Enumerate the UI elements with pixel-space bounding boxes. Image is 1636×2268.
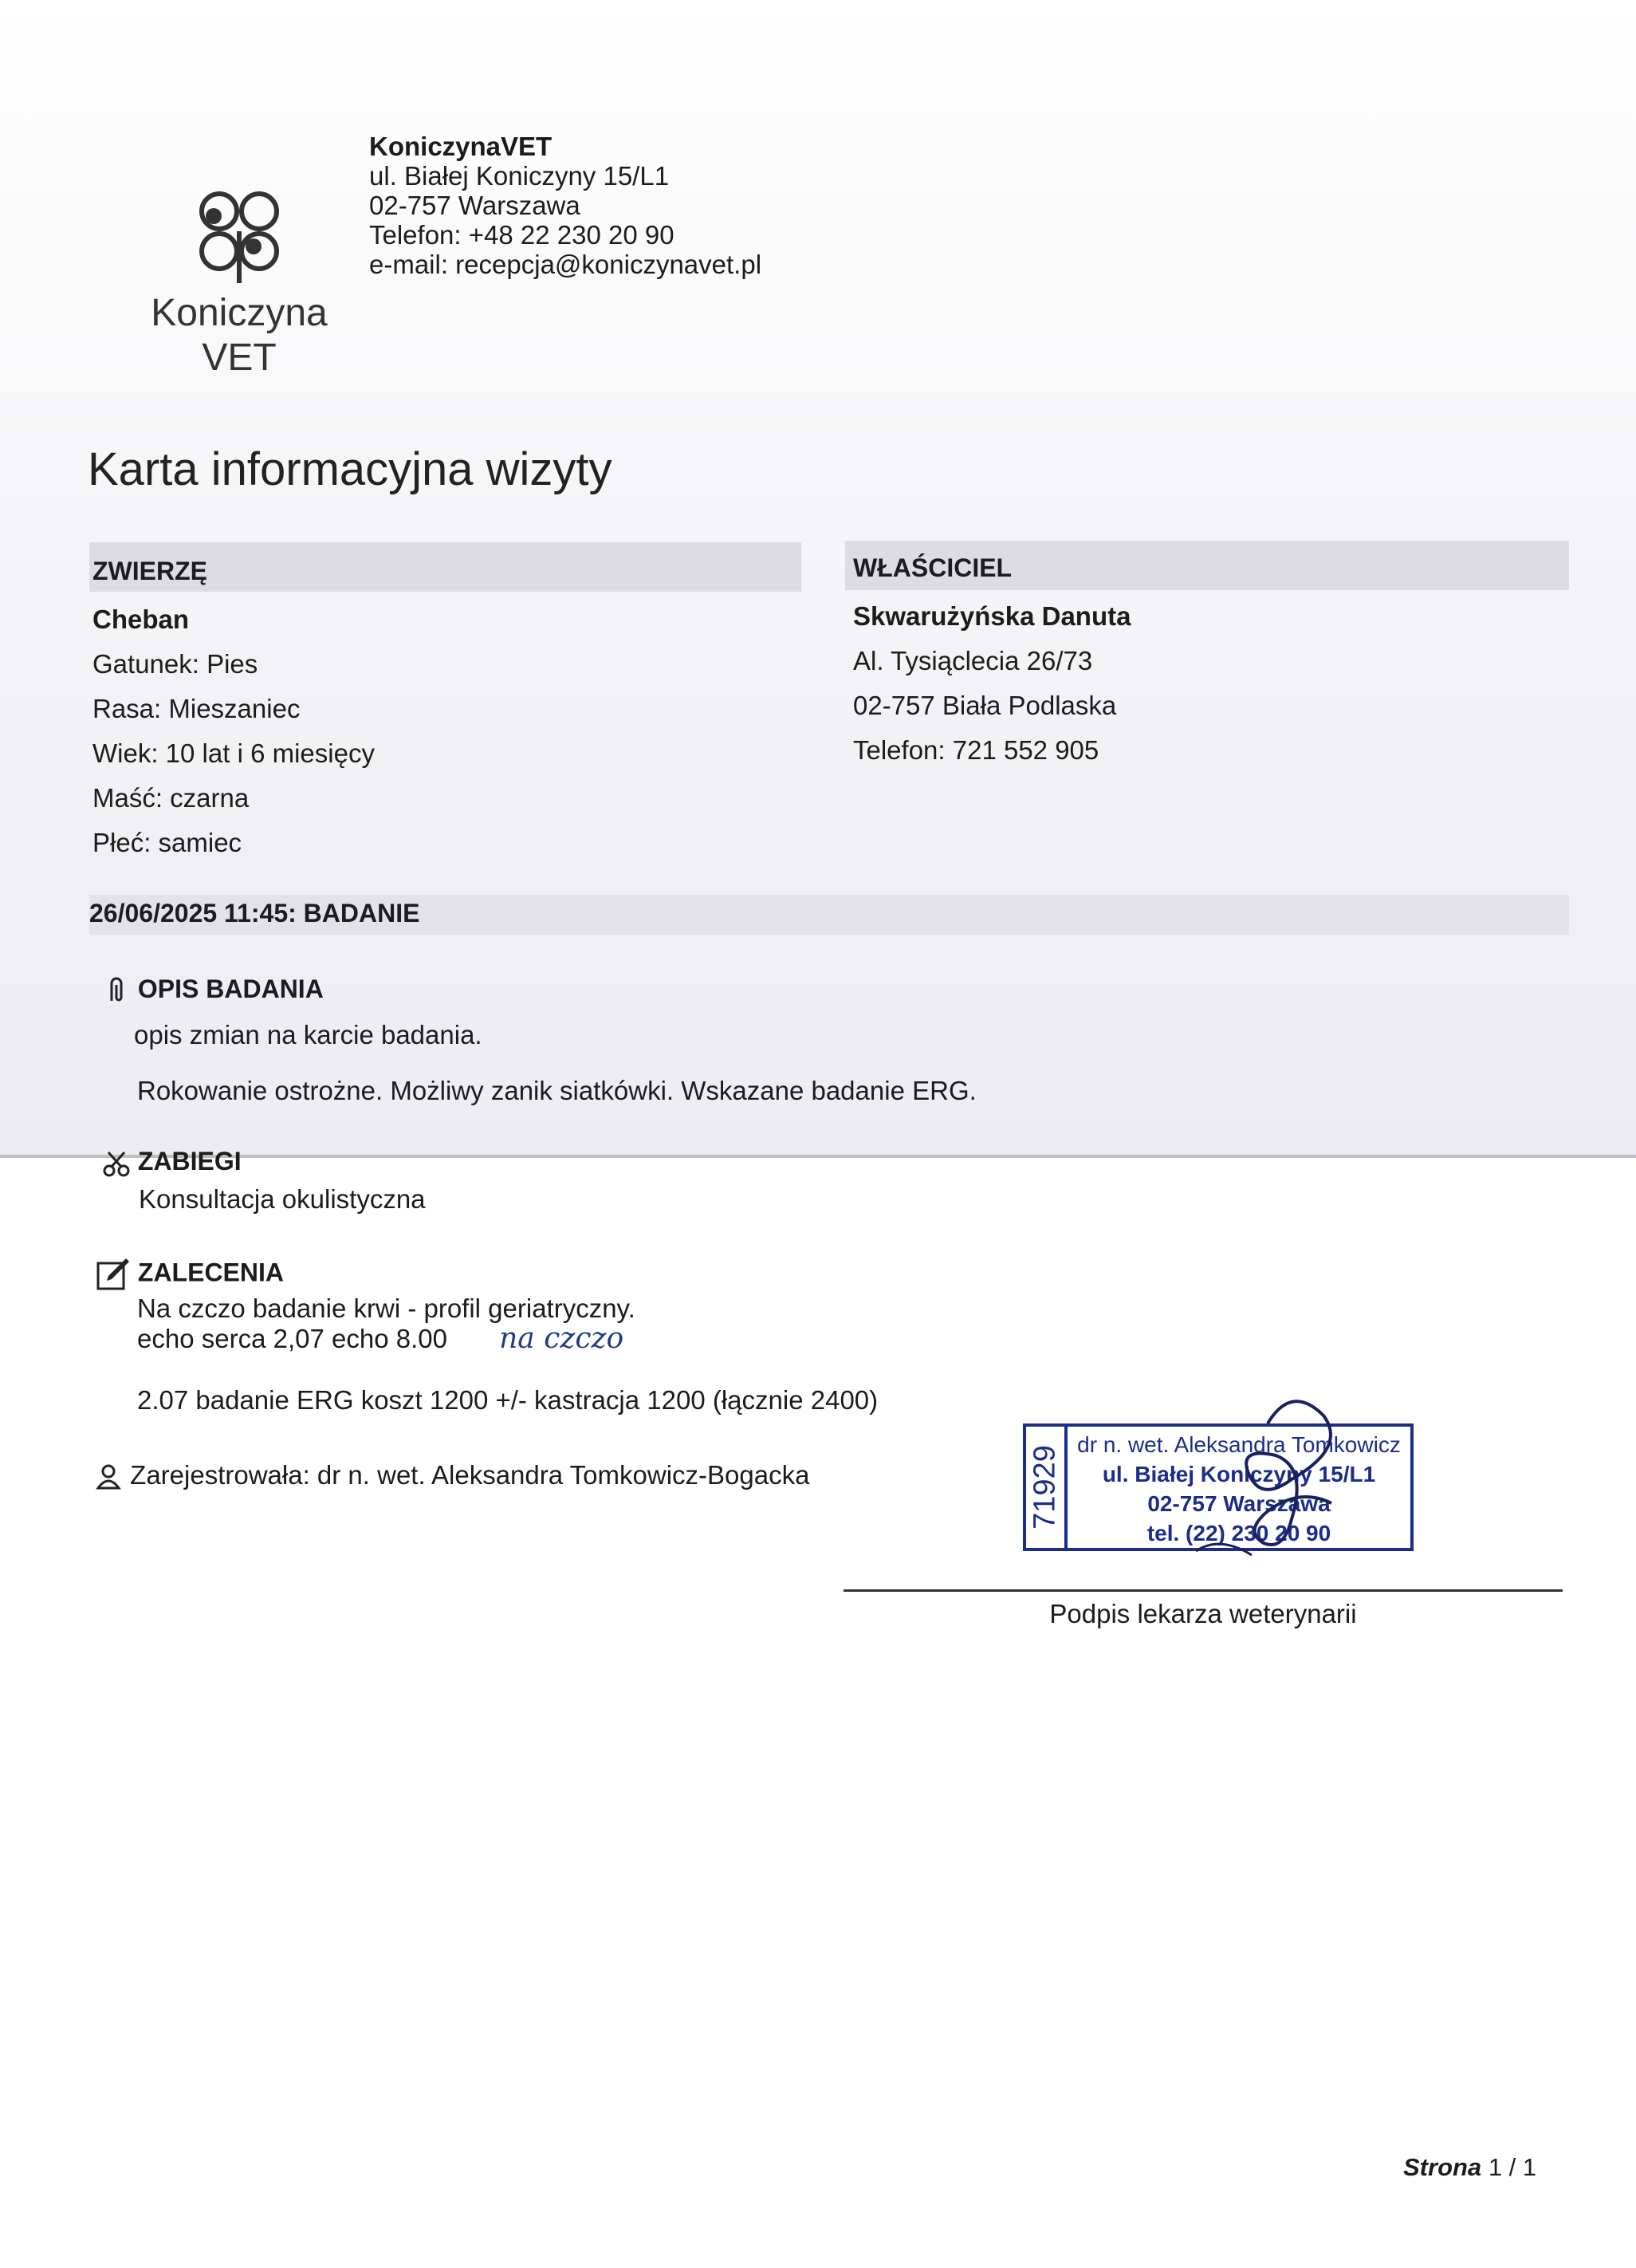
clinic-info (369, 132, 761, 279)
stamp-line-2: ul. Białej Koniczyny 15/L1 (1102, 1462, 1376, 1486)
owner-phone: Telefon: 721 552 905 (853, 735, 1099, 765)
registered-by (94, 1453, 809, 1498)
registered-by-text: Zarejestrowała: dr n. wet. Aleksandra Tomkowicz-Bogacka (130, 1460, 810, 1490)
animal-breed: Rasa: Mieszaniec (92, 694, 301, 723)
owner-header: WŁAŚCICIEL (853, 553, 1013, 582)
stamp-line-1: dr n. wet. Aleksandra Tomkowicz (1077, 1432, 1401, 1457)
page-title: Karta informacyjna wizyty (88, 443, 612, 495)
clinic-name: KoniczynaVET (369, 132, 553, 161)
procedures-line-1: Konsultacja okulistyczna (139, 1184, 426, 1214)
stamp-line-3: 02-757 Warszawa (1147, 1491, 1331, 1516)
recommendations-line-3: 2.07 badanie ERG koszt 1200 +/- kastracja 1200 (łącznie 2400) (137, 1385, 879, 1415)
animal-sex: Płeć: samiec (92, 828, 242, 857)
clover-icon (120, 179, 367, 291)
procedures-title: ZABIEGI (137, 1147, 242, 1175)
edit-icon (96, 1257, 131, 1292)
owner-section (853, 553, 1131, 773)
owner-address: Al. Tysiąclecia 26/73 (853, 646, 1093, 675)
animal-header: ZWIERZĘ (92, 557, 207, 585)
recommendations-section (96, 1257, 284, 1292)
page-label: Strona (1403, 2153, 1482, 2181)
exam-line-2: Rokowanie ostrożne. Możliwy zanik siatkówki. Wskazane badanie ERG. (137, 1076, 977, 1105)
paper-fold (0, 1155, 1636, 1158)
visit-header: 26/06/2025 11:45: BADANIE (89, 899, 420, 927)
procedures-section (102, 1147, 242, 1178)
signature-line (844, 1589, 1563, 1592)
exam-section (102, 975, 324, 1006)
clinic-phone: Telefon: +48 22 230 20 90 (369, 220, 674, 250)
recommendations-body (137, 1293, 635, 1354)
recommendations-title: ZALECENIA (137, 1258, 284, 1287)
scissors-icon (102, 1149, 131, 1178)
page-count: 1 / 1 (1488, 2153, 1537, 2181)
animal-species: Gatunek: Pies (92, 649, 258, 679)
clinic-email: e-mail: recepcja@koniczynavet.pl (369, 250, 762, 279)
stamp-number: 71929 (1028, 1445, 1062, 1530)
logo-subtext: VET (202, 337, 277, 379)
stamp-line-4: tel. (22) 230 20 90 (1146, 1521, 1331, 1545)
animal-color: Maść: czarna (92, 783, 250, 813)
clinic-address: ul. Białej Koniczyny 15/L1 (369, 161, 670, 191)
signature-label: Podpis lekarza weterynarii (1049, 1599, 1357, 1628)
animal-name: Cheban (92, 604, 190, 634)
clip-icon (102, 977, 131, 1006)
exam-title: OPIS BADANIA (137, 975, 324, 1003)
logo-text: Koniczyna (151, 292, 328, 334)
owner-name: Skwarużyńska Danuta (853, 601, 1131, 631)
handwritten-signature (1172, 1392, 1379, 1575)
user-icon (94, 1463, 123, 1491)
recommendations-line-1: Na czczo badanie krwi - profil geriatryczny. (137, 1293, 635, 1323)
page-number (1403, 2153, 1536, 2182)
recommendations-line-2: echo serca 2,07 echo 8.00 (137, 1324, 447, 1353)
owner-city: 02-757 Biała Podlaska (853, 691, 1117, 720)
stamp-number-box (1026, 1427, 1068, 1548)
handwritten-note: na czczo (499, 1322, 624, 1355)
animal-age: Wiek: 10 lat i 6 miesięcy (92, 738, 375, 768)
clinic-logo (120, 179, 367, 387)
animal-section (92, 557, 375, 865)
exam-line-1: opis zmian na karcie badania. (134, 1020, 482, 1049)
clinic-city: 02-757 Warszawa (369, 191, 580, 220)
